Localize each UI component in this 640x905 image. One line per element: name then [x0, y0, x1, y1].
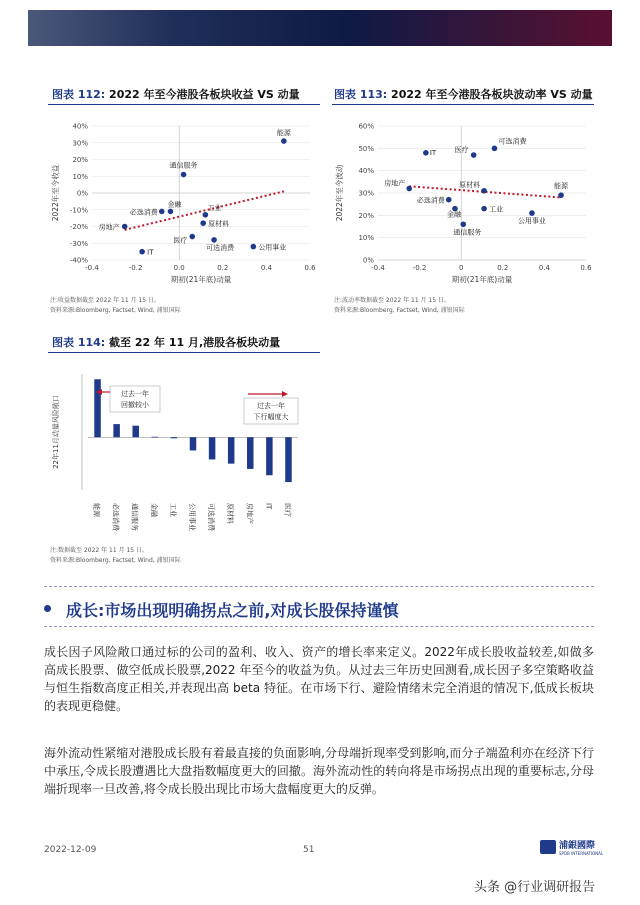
point-label: 能源 [276, 129, 291, 138]
bar [94, 379, 101, 437]
y-tick-label: 40% [358, 167, 374, 176]
point-label: 原材料 [208, 220, 230, 229]
fig114-label: 图表 114: [52, 336, 106, 349]
bar-category-label: 通信服务 [130, 503, 139, 531]
point-label: 必选消费 [129, 208, 158, 217]
fig114-title-text: 截至 22 年 11 月,港股各板块动量 [109, 336, 281, 349]
y-tick-label: 30% [358, 189, 374, 198]
scatter-point [492, 146, 498, 152]
scatter-point [211, 237, 217, 243]
fig113-source: 资料来源:Bloomberg, Factset, Wind, 浦银国际 [334, 307, 465, 314]
point-label: 金融 [167, 200, 182, 209]
x-tick-label: 0.2 [217, 264, 229, 272]
y-tick-label: 20% [358, 211, 374, 220]
fig112-rule [48, 104, 320, 105]
point-label: 医疗 [173, 236, 188, 245]
bar-category-label: 能源 [92, 503, 101, 517]
y-tick-label: -30% [69, 239, 88, 248]
scatter-point [481, 188, 487, 194]
header-band [28, 10, 612, 46]
bar-category-label: 必选消费 [111, 503, 120, 531]
bar [266, 437, 273, 475]
y-tick-label: 10% [72, 172, 88, 181]
section-title: 成长:市场出现明确拐点之前,对成长股保持谨慎 [66, 601, 399, 620]
scatter-point [529, 210, 535, 216]
fig114-rule [48, 352, 320, 353]
fig113-note: 注:波动率数据截至 2022 年 11 月 15 日。 [334, 297, 451, 304]
bar-category-label: IT [264, 503, 273, 510]
fig113-title [334, 86, 593, 102]
bar [209, 437, 216, 459]
fig112-title [52, 86, 300, 102]
x-tick-label: -0.4 [85, 264, 99, 272]
bar-category-label: 原材料 [226, 503, 235, 524]
brand-mark-icon [540, 840, 556, 854]
fig113-label: 图表 113: [334, 88, 388, 101]
annotation-2-arrowhead [282, 391, 288, 397]
bar [113, 424, 120, 437]
bar-category-label: 公用事业 [188, 503, 196, 531]
fig112-label: 图表 112: [52, 88, 106, 101]
y-tick-label: 0% [76, 189, 88, 198]
point-label: 通信服务 [453, 228, 482, 237]
point-label: IT [147, 248, 154, 257]
bar [228, 437, 235, 463]
bar-category-label: 金融 [149, 503, 158, 517]
brand-sub: SPDB INTERNATIONAL [559, 851, 604, 856]
bar-category-label: 医疗 [283, 503, 292, 517]
footer-date: 2022-12-09 [44, 845, 97, 855]
fig113-title-text: 2022 年至今港股各板块波动率 VS 动量 [391, 88, 593, 101]
y-tick-label: 20% [72, 156, 88, 164]
fig114-chart [48, 358, 320, 536]
x-tick-label: 0.4 [260, 264, 272, 272]
x-tick-label: 0.6 [304, 264, 316, 272]
scatter-point [200, 220, 206, 226]
annotation-2-line1: 过去一年 [257, 402, 285, 410]
x-tick-label: -0.2 [412, 264, 427, 272]
fig112-source: 资料来源:Bloomberg, Factset, Wind, 浦银国际 [50, 307, 181, 314]
fig112-title-text: 2022 年至今港股各板块收益 VS 动量 [109, 88, 300, 101]
point-label: 房地产 [98, 223, 120, 232]
point-label: 必选消费 [416, 196, 445, 205]
annotation-1-line1: 过去一年 [121, 390, 149, 398]
bar [190, 437, 197, 450]
scatter-point [189, 234, 195, 240]
scatter-point [471, 152, 477, 158]
bar-category-label: 工业 [168, 503, 177, 517]
section-rule-bottom [44, 626, 594, 627]
scatter-point [281, 138, 287, 144]
brand-name: 浦銀國際 [559, 841, 596, 851]
watermark: 头条 @行业调研报告 [474, 880, 596, 895]
scatter-point [406, 186, 412, 192]
x-axis-label: 期初(21年底)动量 [451, 275, 513, 284]
annotation-2-line2: 下行幅度大 [253, 413, 289, 421]
scatter-point [251, 244, 257, 250]
y-axis-label: 2022年至今收益 [51, 164, 60, 222]
y-tick-label: 50% [358, 144, 374, 153]
x-tick-label: 0.2 [497, 264, 509, 272]
fig114-note: 注:数据截至 2022 年 11 月 15 日。 [50, 547, 149, 554]
y-axis-label: 22年11月动量风险敞口 [52, 395, 60, 469]
x-tick-label: 0 [458, 264, 464, 272]
bar [132, 426, 139, 438]
y-tick-label: -20% [69, 223, 88, 231]
y-tick-label: 60% [358, 122, 374, 131]
point-label: 原材料 [459, 180, 481, 189]
y-axis-label: 2022年至今波动 [335, 164, 344, 222]
scatter-point [159, 209, 165, 215]
fig114-title [52, 334, 280, 350]
point-label: 医疗 [454, 146, 469, 155]
scatter-point [481, 206, 487, 212]
y-tick-label: 30% [72, 139, 88, 148]
scatter-point [168, 209, 174, 215]
point-label: 工业 [207, 203, 222, 212]
scatter-point [181, 172, 187, 178]
scatter-point [139, 249, 145, 255]
scatter-point [446, 197, 452, 203]
section-bullet [44, 605, 51, 612]
paragraph-1: 成长因子风险敞口通过标的公司的盈利、收入、资产的增长率来定义。2022年成长股收益较差,如做多高成长股票、做空低成长股票,2022 年至今的收益为负。从过去三年历史回测看,成长因子多空策略收益与恒生指数高度正相关,并表现出高 beta 特征。在市场下行、避险情绪未完全消退的情况下,低成长板块的表现更稳健。 [44, 645, 594, 713]
x-tick-label: -0.4 [371, 264, 385, 272]
paragraph-2: 海外流动性紧缩对港股成长股有着最直接的负面影响,分母端折现率受到影响,而分子端盈利亦在经济下行中承压,令成长股遭遇比大盘指数幅度更大的回撤。海外流动性的转向将是市场拐点出现的重要标志,分母端折现率一旦改善,将令成长股出现比市场大盘幅度更大的反弹。 [44, 746, 594, 796]
section-rule-top [44, 586, 594, 587]
x-axis-label: 期初(21年底)动量 [170, 275, 232, 284]
x-tick-label: 0.6 [580, 264, 592, 272]
y-tick-label: 40% [72, 122, 88, 131]
scatter-point [122, 224, 128, 230]
y-tick-label: -40% [69, 256, 88, 265]
point-label: 通信服务 [169, 161, 198, 170]
scatter-point [423, 150, 429, 156]
y-tick-label: 0% [362, 256, 374, 265]
bar-category-label: 房地产 [245, 503, 254, 524]
bar [285, 437, 292, 482]
point-label: 公用事业 [258, 243, 287, 252]
x-tick-label: 0.4 [538, 264, 550, 272]
x-tick-label: -0.2 [128, 264, 143, 272]
page-number: 51 [303, 845, 315, 855]
point-label: IT [429, 148, 437, 157]
point-label: 可选消费 [206, 243, 235, 252]
scatter-point [203, 212, 209, 218]
scatter-point [558, 192, 564, 198]
bar [152, 437, 159, 438]
point-label: 金融 [446, 210, 461, 219]
point-label: 公用事业 [517, 217, 546, 226]
y-tick-label: -10% [69, 206, 88, 215]
brand-logo [540, 838, 603, 856]
point-label: 可选消费 [498, 137, 527, 146]
fig113-chart [332, 112, 602, 292]
fig112-note: 注:收益数据截至 2022 年 11 月 15 日。 [50, 297, 161, 304]
annotation-1-line2: 回撤较小 [121, 401, 149, 409]
point-label: 能源 [554, 182, 569, 191]
bar [171, 437, 178, 438]
scatter-point [460, 221, 466, 227]
fig112-chart [48, 112, 328, 292]
fig113-rule [332, 104, 594, 105]
bar-category-label: 可选消费 [207, 503, 216, 531]
point-label: 房地产 [384, 179, 406, 188]
fig114-source: 资料来源:Bloomberg, Factset, Wind, 浦银国际 [50, 557, 181, 564]
bar [247, 437, 254, 469]
y-tick-label: 10% [358, 234, 374, 243]
x-tick-label: 0.0 [173, 264, 185, 272]
point-label: 工业 [489, 205, 504, 214]
